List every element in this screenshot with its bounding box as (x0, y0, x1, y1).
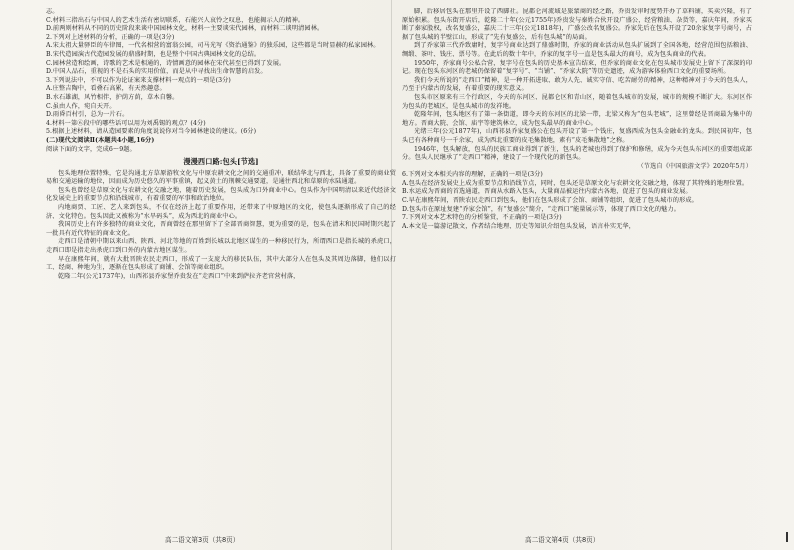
question-line: C.虽由人作，宛自天开。 (46, 102, 116, 110)
question-line: C.材料三指出石与中国人的艺术生活有密切联系，石能兴人哀怜之叹息，也能揭示人的精神。 (46, 16, 305, 24)
article-paragraph: 走西口是清朝中期以来山西、陕西、河北等地的百姓到长城以北地区谋生的一种移民行为，所谓西口是指长城的杀虎口，走西口即是指走出杀虎口到口外的内蒙古地区谋生。 (46, 238, 396, 255)
article-paragraph: 1946年，包头解放，包头的民族工商业得到了新生，包头的老城也得到了保护和修缮，成为今天包头东河区的重要组成部分。包头人民继承了“走西口”精神，建设了一个现代化的新包头。 (402, 145, 752, 162)
left-question-block (46, 8, 396, 137)
question-line: D.雨昏百村引，总为一片石。 (46, 111, 129, 119)
question-line: 7.下列对文本艺术特色的分析鉴赏，不正确的一项是(3分) (402, 214, 562, 222)
article-paragraph: 光绪三年(公元1877年)，山西祁县乔家复盛公在包头开设了第一个钱庄，复盛西成为包头金融业的龙头。到民国初年，包头已有各种商号一千余家，成为西北重要的皮毛集散地，素有“皮毛集散地”之称。 (402, 128, 752, 144)
article-paragraph: 脚，后移居包头在那里开设了西脚社。昆都仑河流域是旅蒙商的经之路，乔贵发审时度势开办了草料铺，买卖兴隆，有了原始积累。包头东街开店后，乾隆二十年(公元1755年)乔贵发与秦姓合伙开设广盛公，经营粮油、杂货等，嘉庆年间，乔家买断了秦家股权，改名复盛公，嘉庆二十三年(公元1818年)，广盛公改名复盛公。乔家先后在包头开设了20余家复字号商号，占据了包头城的半壁江山，形成了“先有复盛公，后有包头城”的局面。 (402, 8, 752, 41)
article-source: （节选自《中国旅游文学》2020年5月） (637, 162, 752, 170)
right-page (402, 8, 752, 528)
article-paragraph: 乾隆二年(公元1737年)，山西祁县乔家堡乔贵发在“走西口”中来到萨拉齐老官营村落， (58, 272, 300, 280)
question-line: 5.根据上述材料，请从造园要素的角度说说你对当今园林建设的建议。(6分) (46, 128, 257, 136)
article-title: 漫漫西口路:包头[节选] (183, 157, 259, 167)
question-line: 6.下列对文本相关内容的理解，正确的一项是(3分) (402, 171, 543, 179)
question-6 (402, 171, 752, 214)
article-paragraph: 到了乔家第三代乔致庸时，复字号商业达到了鼎盛时期，乔家的商业活动从包头扩展到了全国各地，经营范围包括粮油、绸缎、茶叶、钱庄、票号等。在此后的数十年中，乔家的复字号一直是包头最大的商号，成为包头商业的代表。 (402, 42, 752, 58)
question-line: B.水运成为晋商的首选通道，晋商从水路入包头，大量商品被运往内蒙古各地，促进了包头的商业发展。 (402, 188, 692, 196)
article-body-right (402, 8, 752, 163)
question-line: B.水石雄湖，风竹相伴，护荫方荫，草木自馨。 (46, 93, 179, 101)
section-heading: (二)现代文阅读Ⅱ(本题共4小题,16分) (46, 136, 155, 144)
question-line: D.中国人品石，重视的不是石头的实用价值，而是从中寻找出生命智慧的启发。 (46, 68, 267, 76)
question-line: 4.材料一第⑥段中的哪些话可以用为刘禹锡的观点？(4分) (46, 119, 206, 127)
question-line: B.宋代造园演古代造园发展的鼎盛时期，也是整个中国古典园林文化的总结。 (46, 50, 261, 58)
article-paragraph: 乾隆年间，包头地区有了第一条街道，即今天的东河区的北梁一带，北梁又称为“包头老城”，这里曾经是晋商最为集中的地方。晋商大院、会馆、庙宇等建筑林立，成为包头最早的商业中心。 (402, 111, 752, 127)
article-paragraph: 1950年，乔家商号公私合营，复字号在包头的历史基本宣告结束，但乔家的商业文化在包头城市发展史上留下了深深的印记。现在包头东河区的老城仍保留着“复字号”、“当铺”、“乔家大院”等历史遗迹，成为游客体验西口文化的重要场所。 (402, 59, 752, 76)
article-paragraph: 包头地理位置特殊，它是沟通北方草原游牧文化与中原农耕文化之间的交通重冲，联结华北与西北，具备了重要的商业贸易和交通运输的地位，因而成为历史悠久的军事重镇，起义黄土的荆棘交通要道，是通往西北和草原的水陆通道。 (46, 169, 396, 186)
question-line: A.包头在经济发展史上成为重要节点和沿线节点，同时，包头还是草原文化与农耕文化交融之地，体现了其特殊的地理位置。 (402, 179, 749, 187)
article-paragraph: 包头市区原来有三个行政区，今天的东河区、昆都仑区和青山区，随着包头城市的发展，城市的规模不断扩大。东河区作为包头的老城区，是包头城市的发祥地。 (402, 93, 752, 110)
left-page (46, 8, 396, 528)
question-line: A.本文是一篇游记散文，作者结合地理、历史等知识介绍包头发展，语言朴实无华， (402, 222, 635, 230)
article-paragraph: 早在康熙年间，就有大批晋陕农民走西口，形成了一支庞大的移民队伍，其中大部分人在包头及其周边落脚，他们以打工、经商、种地为生，逐渐在包头形成了商铺、会馆等商业组织。 (46, 255, 396, 272)
question-line: C.园林营造和绘画，诗歌的艺术是相通的，诗情画意的园林在宋代甚至已得到了发展。 (46, 59, 286, 67)
article-body-left (46, 170, 396, 282)
page-footer-left: 高二语文第3页（共8页） (165, 536, 240, 544)
article-paragraph: 我们今天所说的“走西口”精神，是一种开拓进取、敢为人先、诚实守信、吃苦耐劳的精神，这种精神对于今天的包头人，乃至于内蒙古的发展，有着重要的现实意义。 (402, 76, 752, 93)
reading-instruction: 阅读下面的文字，完成6～9题。 (46, 145, 136, 153)
question-line: D.包头市在原址复建“乔家会馆”，有“复盛公”简介，“走西口”能量展示等，体现了西口文化的魅力。 (402, 205, 680, 213)
question-line: A.庄整吉陶中，看叠石高累，有天然趣意。 (46, 85, 166, 93)
question-line: D.前两则材料从不同的历史阶段来谈中国园林文化，材料一主要谈宋代园林，而材料二谈明清园林。 (46, 25, 324, 33)
question-line: 2.下列对上述材料的分析，正确的一项是(3分) (46, 33, 175, 41)
question-line: C.早在康熙年间，晋陕农民走西口到包头，他们在包头形成了会馆、商铺等组织，促进了包头城市的形成。 (402, 197, 698, 205)
question-line: A.宋太祖大量驿臣的车律图，一代名相营的富翁公园，司马光写《资治通鉴》的独乐园，这些都是当时显赫的私家园林。 (46, 42, 380, 50)
question-7 (402, 214, 752, 231)
article-paragraph: 我国历史上有许多独特的商业文化，晋商曾经在那里留下了全部晋商智慧，更为重要的是，包头在清末和民国时期兴起了一批具有近代特征的商业文化。 (46, 221, 396, 237)
article-paragraph: 包头也曾经是草原文化与农耕文化交融之地，随着历史发展，包头成为口外商业中心。包头作为中国明清以来近代经济文化发展史上的重要节点和沿线城市，有着重要的军事和政治地位。 (46, 186, 396, 203)
question-line: 3.下列说法中，不可以作为论证案来支撑材料一观点的一项是(3分) (46, 76, 231, 84)
question-line: 志。 (46, 8, 59, 15)
page-footer-right: 高二语文第4页（共8页） (525, 536, 600, 544)
article-paragraph: 内地商贾、工匠、艺人来到包头，不仅在经济上起了重要作用，还带来了中原地区的文化，使包头逐渐形成了自己的经济、文化特色。包头因此又被称为“水旱码头”，成为西北的商业中心。 (46, 204, 396, 220)
edge-mark (786, 532, 788, 542)
